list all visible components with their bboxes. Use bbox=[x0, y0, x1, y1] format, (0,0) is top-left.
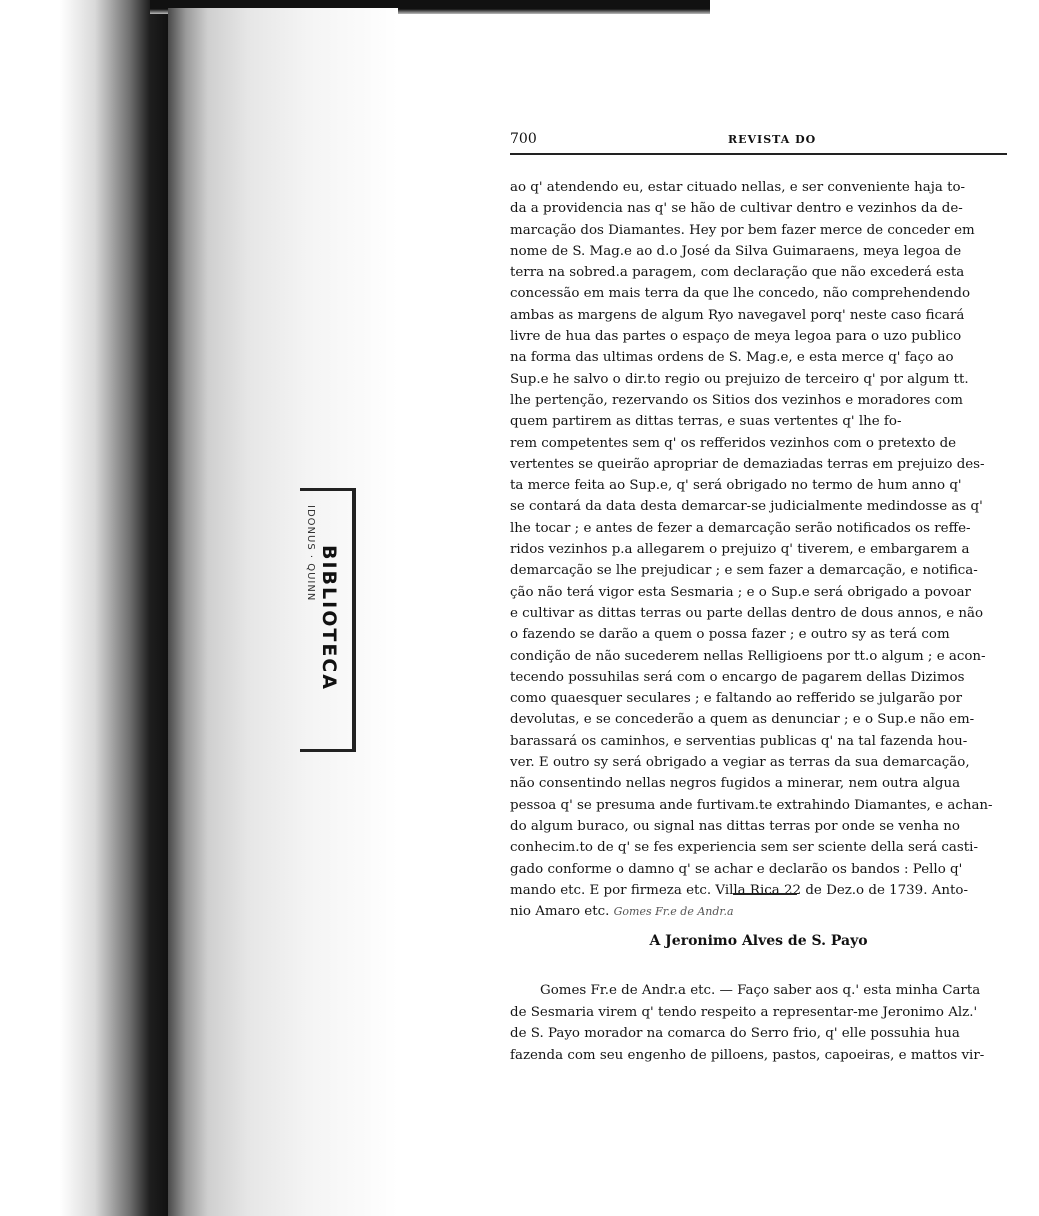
library-stamp-sub-label: IDONUS · QUINN bbox=[305, 505, 316, 602]
body-line: o fazendo se darão a quem o possa fazer ; e outro sy as terá com bbox=[510, 627, 950, 643]
body-line: livre de hua das partes o espaço de meya legoa para o uzo publico bbox=[510, 329, 962, 345]
header-rule bbox=[510, 153, 1007, 155]
body-line: concessão em mais terra da que lhe concedo, não comprehendendo bbox=[510, 286, 971, 302]
section-body bbox=[510, 980, 1013, 1066]
body-line: demarcação se lhe prejudicar ; e sem fazer a demarcação, e notifica- bbox=[510, 563, 978, 579]
body-line: do algum buraco, ou signal nas dittas terras por onde se venha no bbox=[510, 818, 960, 834]
body-line: vertentes se queirão apropriar de demaziadas terras em prejuizo des- bbox=[510, 456, 985, 472]
body-line: ção não terá vigor esta Sesmaria ; e o Sup.e será obrigado a povoar bbox=[510, 584, 971, 600]
body-line: lhe tocar ; e antes de fezer a demarcação serão notificados os reffe- bbox=[510, 520, 971, 536]
body-line: ambas as margens de algum Ryo navegavel porq' neste caso ficará bbox=[510, 307, 965, 323]
body-line: não consentindo nellas negros fugidos a minerar, nem outra algua bbox=[510, 776, 961, 792]
body-line: rem competentes sem q' os refferidos vezinhos com o pretexto de bbox=[510, 435, 957, 451]
section-line: de Sesmaria virem q' tendo respeito a representar-me Jeronimo Alz.' bbox=[510, 1004, 978, 1020]
body-last-line bbox=[510, 901, 1013, 922]
body-line: mando etc. E por firmeza etc. Villa Rica 22 de Dez.o de 1739. Anto- bbox=[510, 882, 968, 898]
document-body bbox=[510, 177, 1013, 922]
page-header bbox=[510, 131, 1008, 153]
body-line: condição de não sucederem nellas Relligioens por tt.o algum ; e acon- bbox=[510, 648, 986, 664]
body-line: ver. E outro sy será obrigado a vegiar as terras da sua demarcação, bbox=[510, 755, 970, 771]
body-line: gado conforme o damno q' se achar e declarão os bandos : Pello q' bbox=[510, 861, 963, 877]
section-line: fazenda com seu engenho de pilloens, pastos, capoeiras, e mattos vir- bbox=[510, 1047, 985, 1063]
body-line: se contará da data desta demarcar-se judicialmente medindosse as q' bbox=[510, 499, 983, 515]
library-stamp-label: BIBLIOTECA bbox=[318, 545, 340, 691]
handwritten-signature-note: Gomes Fr.e de Andr.a bbox=[613, 905, 734, 919]
body-line: como quaesquer seculares ; e faltando ao refferido se julgarão por bbox=[510, 691, 963, 707]
body-line: tecendo possuhilas será com o encargo de pagarem dellas Dizimos bbox=[510, 669, 965, 685]
body-line: Sup.e he salvo o dir.to regio ou prejuizo de terceiro q' por algum tt. bbox=[510, 371, 969, 387]
body-line: pessoa q' se presuma ande furtivam.te extrahindo Diamantes, e achan- bbox=[510, 797, 993, 813]
body-line: ta merce feita ao Sup.e, q' será obrigado no termo de hum anno q' bbox=[510, 478, 962, 494]
body-line: devolutas, e se concederão a quem as denunciar ; e o Sup.e não em- bbox=[510, 712, 975, 728]
body-line: da a providencia nas q' se hão de cultivar dentro e vezinhos da de- bbox=[510, 201, 963, 217]
body-line: e cultivar as dittas terras ou parte dellas dentro de dous annos, e não bbox=[510, 605, 984, 621]
running-title: REVISTA DO bbox=[728, 133, 817, 146]
page-number: 700 bbox=[510, 131, 537, 147]
body-line: terra na sobred.a paragem, com declaração que não excederá esta bbox=[510, 265, 965, 281]
body-line: na forma das ultimas ordens de S. Mag.e, e esta merce q' faço ao bbox=[510, 350, 954, 366]
section-line: Gomes Fr.e de Andr.a etc. — Faço saber aos q.' esta minha Carta bbox=[540, 983, 981, 998]
body-line: nome de S. Mag.e ao d.o José da Silva Guimaraens, meya legoa de bbox=[510, 243, 962, 259]
scan-shadow-edge bbox=[0, 0, 168, 1216]
section-heading: A Jeronimo Alves de S. Payo bbox=[649, 933, 868, 949]
section-separator bbox=[733, 893, 797, 895]
last-line-text: nio Amaro etc. bbox=[510, 904, 610, 920]
body-line: ao q' atendendo eu, estar cituado nellas, e ser conveniente haja to- bbox=[510, 180, 966, 195]
section-line: de S. Payo morador na comarca do Serro frio, q' elle possuhia hua bbox=[510, 1026, 960, 1041]
body-line: lhe pertenção, rezervando os Sitios dos vezinhos e moradores com bbox=[510, 392, 963, 408]
body-line: ridos vezinhos p.a allegarem o prejuizo q' tiverem, e embargarem a bbox=[510, 542, 970, 558]
body-line: quem partirem as dittas terras, e suas vertentes q' lhe fo- bbox=[510, 414, 902, 430]
body-line: conhecim.to de q' se fes experiencia sem ser sciente della será casti- bbox=[510, 840, 978, 856]
body-line: marcação dos Diamantes. Hey por bem fazer merce de conceder em bbox=[510, 222, 975, 238]
page-gutter bbox=[168, 8, 398, 1216]
body-line: barassará os caminhos, e serventias publicas q' na tal fazenda hou- bbox=[510, 733, 968, 749]
